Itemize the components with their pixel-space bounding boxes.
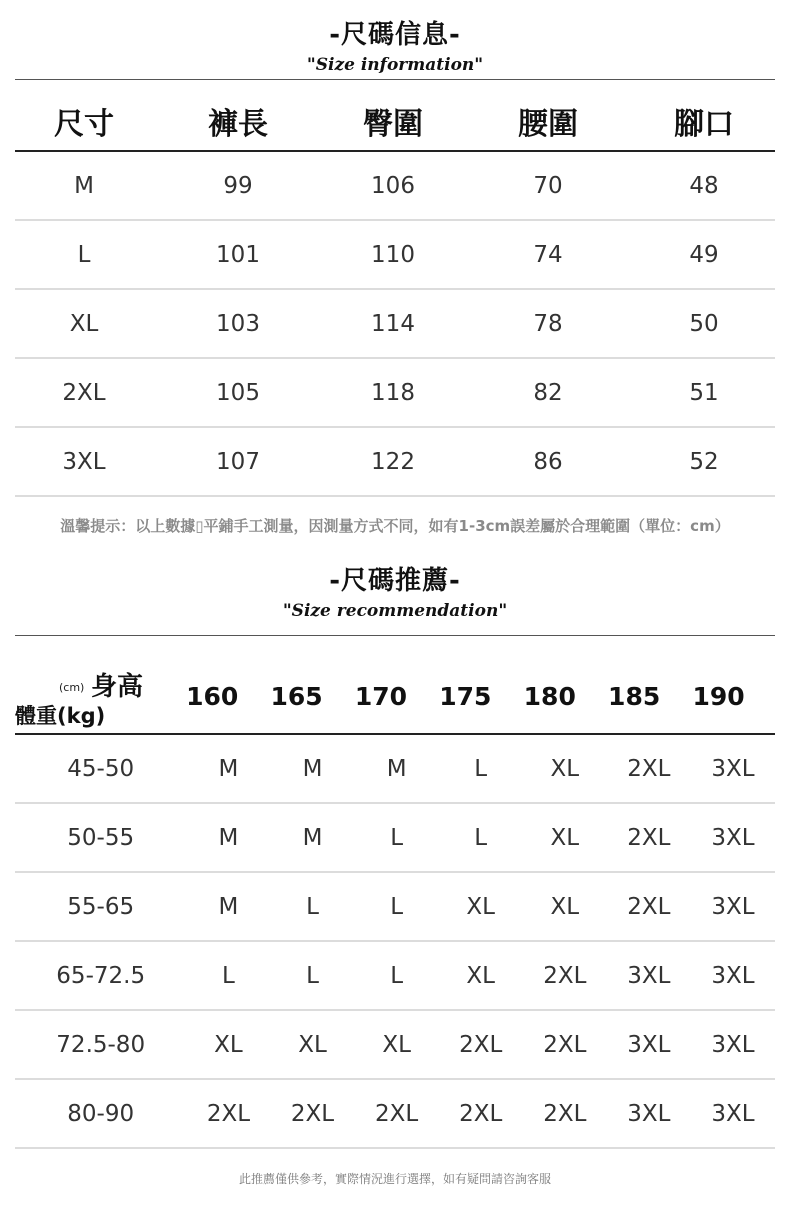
table-cell: 99 [223,172,253,199]
table-row [15,428,775,497]
height-header-cell: 190 [692,682,745,711]
table-cell: 49 [689,241,719,268]
size-cell: M [218,755,239,782]
table-cell: 101 [216,241,260,268]
size-cell: L [390,962,404,989]
table-cell: 118 [371,379,415,406]
table-cell: 3XL [62,448,106,475]
weight-cell: 65-72.5 [56,962,146,989]
table-cell: 70 [533,172,563,199]
size-cell: 3XL [627,962,671,989]
table-cell: 103 [216,310,260,337]
size-cell: 2XL [543,962,587,989]
size-cell: 3XL [711,1031,755,1058]
size-info-title: -尺碼信息- [329,20,461,50]
table-row [15,1080,775,1149]
size-cell: 2XL [627,755,671,782]
weight-cell: 45-50 [67,755,135,782]
table-row [15,359,775,428]
recommendation-title: -尺碼推薦- [329,566,461,596]
divider [15,79,775,80]
recommendation-header [0,560,790,621]
weight-cell: 55-65 [67,893,135,920]
height-header-cell: 165 [270,682,323,711]
size-cell: M [302,755,323,782]
size-cell: M [386,755,407,782]
size-cell: XL [214,1031,243,1058]
weight-cell: 72.5-80 [56,1031,146,1058]
header-cell: 褲長 [208,107,268,142]
size-cell: M [218,824,239,851]
table-row [15,942,775,1011]
size-cell: 2XL [375,1100,419,1127]
recommendation-footer-note: 此推薦僅供參考，實際情況進行選擇，如有疑問請咨詢客服 [238,1172,551,1186]
height-header-cell: 180 [523,682,576,711]
size-cell: 2XL [290,1100,335,1127]
table-row [15,804,775,873]
size-cell: L [306,893,319,920]
size-cell: 3XL [627,1100,671,1127]
table-row [15,152,775,221]
table-cell: 107 [216,448,260,475]
size-info-subtitle: "Size information" [306,55,484,75]
table-cell: 51 [689,379,719,406]
table-header-row [15,660,775,735]
size-cell: 2XL [459,1031,503,1058]
size-cell: XL [550,893,580,920]
table-row [15,221,775,290]
table-row [15,735,775,804]
size-cell: M [302,824,323,851]
size-cell: 3XL [627,1031,671,1058]
height-label: 身高 [91,672,144,702]
weight-cell: 50-55 [67,824,135,851]
table-row [15,873,775,942]
size-cell: L [222,962,235,989]
recommendation-table [15,660,775,1149]
size-cell: 3XL [711,824,755,851]
size-cell: 3XL [711,962,755,989]
table-cell: 74 [533,241,563,268]
size-cell: M [218,893,239,920]
table-cell: L [77,241,91,268]
measurement-note: 溫馨提示：以上數據▯平鋪手工測量，因測量方式不同，如有1-3cm誤差屬於合理範圍（單位：cm） [60,517,730,535]
header-cell: 腰圍 [518,107,578,142]
size-cell: 2XL [543,1031,587,1058]
size-cell: 2XL [627,824,671,851]
recommendation-subtitle: "Size recommendation" [282,601,508,621]
table-cell: 86 [533,448,563,475]
size-cell: L [474,755,488,782]
table-cell: 105 [216,379,260,406]
table-cell: 50 [689,310,719,337]
corner-header [15,660,170,733]
table-row [15,1011,775,1080]
weight-label: 體重(kg) [15,704,106,728]
table-cell: 106 [371,172,415,199]
size-cell: 2XL [543,1100,587,1127]
size-info-header [0,14,790,75]
table-cell: 110 [371,241,415,268]
table-cell: 122 [371,448,415,475]
size-cell: XL [550,824,580,851]
height-header-cell: 160 [186,682,239,711]
table-cell: 78 [533,310,563,337]
unit-label: (cm) [59,681,85,694]
height-header-cell: 170 [354,682,408,711]
header-cell: 臀圍 [363,107,423,142]
header-cell: 腳口 [674,107,734,142]
height-header-cell: 185 [608,682,661,711]
size-cell: 3XL [711,755,755,782]
table-row [15,290,775,359]
table-cell: 2XL [62,379,106,406]
size-cell: XL [466,962,495,989]
size-cell: L [390,824,404,851]
height-header-cell: 175 [439,682,492,711]
size-cell: 3XL [711,1100,755,1127]
weight-cell: 80-90 [67,1100,135,1127]
table-cell: 114 [371,310,415,337]
table-cell: 82 [533,379,563,406]
size-cell: 3XL [711,893,755,920]
size-cell: L [306,962,319,989]
size-cell: XL [298,1031,327,1058]
size-cell: 2XL [459,1100,503,1127]
size-info-table [15,92,775,497]
size-cell: XL [382,1031,411,1058]
table-cell: 52 [689,448,719,475]
size-cell: L [390,893,404,920]
header-cell: 尺寸 [54,107,114,142]
table-cell: M [74,172,94,199]
size-cell: L [474,824,488,851]
table-cell: XL [69,310,99,337]
table-cell: 48 [689,172,719,199]
size-cell: XL [550,755,580,782]
size-cell: 2XL [627,893,671,920]
size-cell: 2XL [206,1100,251,1127]
size-cell: XL [466,893,495,920]
table-header-row [15,92,775,152]
divider [15,635,775,636]
